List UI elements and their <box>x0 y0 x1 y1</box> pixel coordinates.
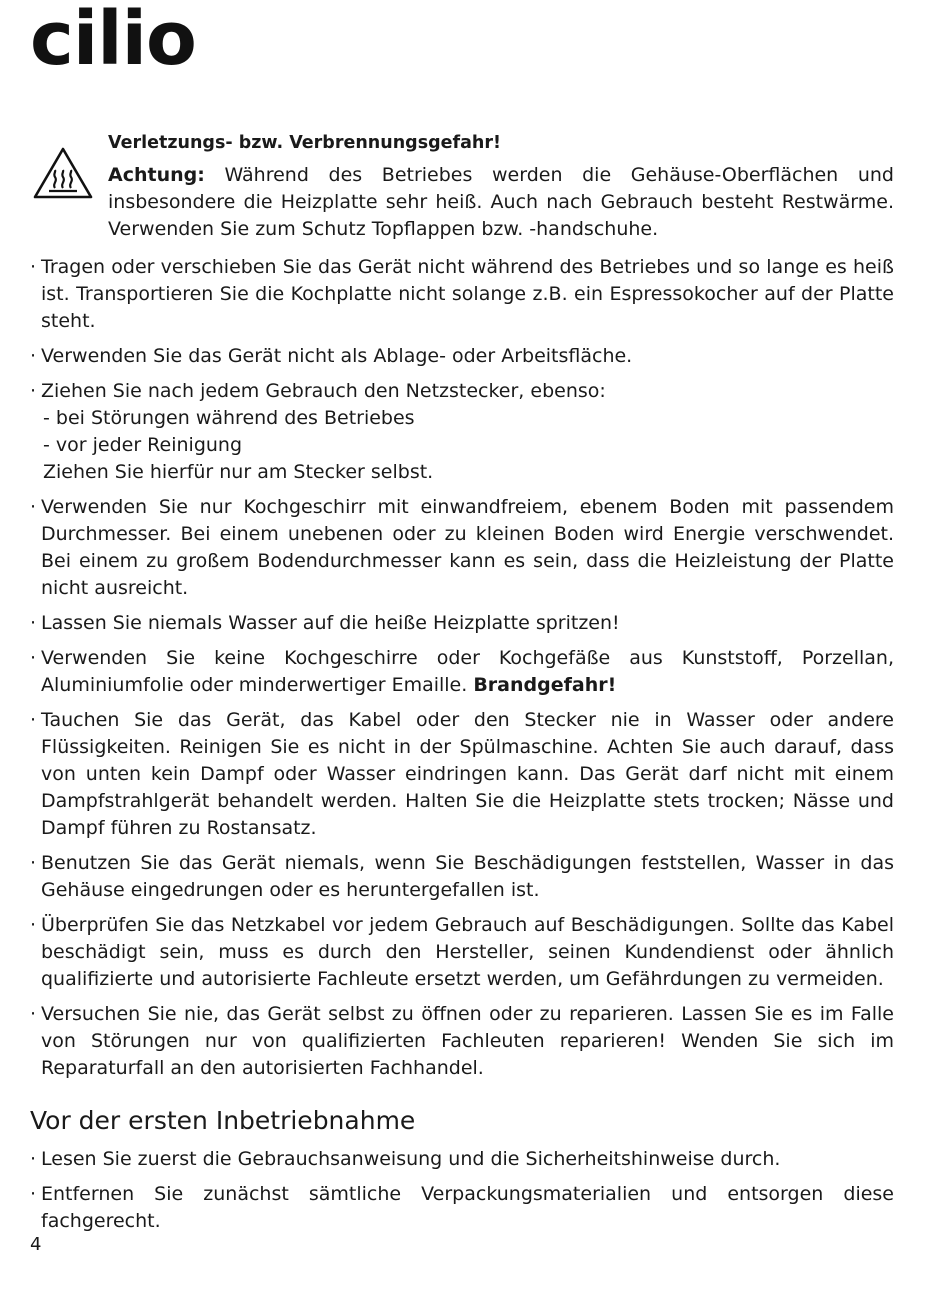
list-item-text: Tauchen Sie das Gerät, das Kabel oder den Stecker nie in Wasser oder andere Flüssigkeiten. Reinigen Sie es nicht in der Spülmaschine. Achten Sie auch darauf, dass von unten kein Dampf oder Wasser eindringen kann. Das Gerät darf nicht mit einem Dampfstrahlgerät behandelt werden. Halten Sie die Heizplatte stets trocken; Nässe und Dampf führen zu Rostansatz. <box>41 709 894 839</box>
warning-lead: Achtung: <box>108 164 205 186</box>
bullet: · <box>30 1148 37 1170</box>
list-item <box>30 1181 894 1235</box>
list-item-text: Lesen Sie zuerst die Gebrauchsanweisung und die Sicherheitshinweise durch. <box>41 1148 781 1170</box>
bullet: · <box>30 852 37 874</box>
list-item-text: Ziehen Sie nach jedem Gebrauch den Netzstecker, ebenso: <box>41 380 606 402</box>
brand-logo: cilio <box>30 0 196 82</box>
list-item-text: Entfernen Sie zunächst sämtliche Verpackungsmaterialien und entsorgen diese fachgerecht. <box>41 1183 894 1232</box>
section-heading: Vor der ersten Inbetriebnahme <box>30 1106 416 1135</box>
warning-block <box>108 130 894 243</box>
list-item <box>30 850 894 904</box>
list-item-text: Verwenden Sie das Gerät nicht als Ablage- oder Arbeitsfläche. <box>41 345 633 367</box>
list-subitem: Ziehen Sie hierfür nur am Stecker selbst. <box>43 461 434 483</box>
list-item-text: Überprüfen Sie das Netzkabel vor jedem Gebrauch auf Beschädigungen. Sollte das Kabel beschädigt sein, muss es durch den Hersteller, seinen Kundendienst oder ähnlich qualifizierte und autorisierte Fachleute ersetzt werden, um Gefährdungen zu vermeiden. <box>41 914 894 990</box>
list-item <box>30 1001 894 1082</box>
warning-text <box>108 162 894 243</box>
list-item <box>30 610 894 637</box>
list-item <box>30 378 894 486</box>
bullet: · <box>30 612 37 634</box>
list-item-text: Versuchen Sie nie, das Gerät selbst zu öffnen oder zu reparieren. Lassen Sie es im Falle von Störungen nur von qualifizierten Fachleuten reparieren! Wenden Sie sich im Reparaturfall an den autorisierten Fachhandel. <box>41 1003 894 1079</box>
list-item-text: Lassen Sie niemals Wasser auf die heiße Heizplatte spritzen! <box>41 612 620 634</box>
bullet: · <box>30 709 37 731</box>
list-item <box>30 912 894 993</box>
list-item-text: Tragen oder verschieben Sie das Gerät nicht während des Betriebes und so lange es heiß ist. Transportieren Sie die Kochplatte nicht solange z.B. ein Espressokocher auf der Platte steht. <box>41 256 894 332</box>
warning-title: Verletzungs- bzw. Verbrennungsgefahr! <box>108 133 501 153</box>
list-item <box>30 343 894 370</box>
setup-list <box>30 1146 894 1243</box>
list-subitem: - vor jeder Reinigung <box>43 434 243 456</box>
bullet: · <box>30 1003 37 1025</box>
bullet: · <box>30 1183 37 1205</box>
bullet: · <box>30 496 37 518</box>
warning-body: Während des Betriebes werden die Gehäuse-Oberflächen und insbesondere die Heizplatte sehr heiß. Auch nach Gebrauch besteht Restwärme. Verwenden Sie zum Schutz Topflappen bzw. -handschuhe. <box>108 164 894 240</box>
safety-list <box>30 254 894 1090</box>
hot-surface-warning-icon <box>32 146 94 200</box>
list-item <box>30 1146 894 1173</box>
list-item <box>30 254 894 335</box>
list-item-text: Verwenden Sie keine Kochgeschirre oder Kochgefäße aus Kunststoff, Porzellan, Aluminiumfolie oder minderwertiger Emaille. <box>41 647 894 696</box>
bullet: · <box>30 345 37 367</box>
list-item-text: Verwenden Sie nur Kochgeschirr mit einwandfreiem, ebenem Boden mit passendem Durchmesser. Bei einem unebenen oder zu kleinen Boden wird Energie verschwendet. Bei einem zu großem Bodendurchmesser kann es sein, dass die Heizleistung der Platte nicht ausreicht. <box>41 496 894 599</box>
page-number: 4 <box>30 1234 42 1255</box>
bullet: · <box>30 914 37 936</box>
bullet: · <box>30 380 37 402</box>
bullet: · <box>30 256 37 278</box>
bullet: · <box>30 647 37 669</box>
list-item-emphasis: Brandgefahr! <box>473 674 617 696</box>
list-item-text: Benutzen Sie das Gerät niemals, wenn Sie Beschädigungen feststellen, Wasser in das Gehäuse eingedrungen oder es heruntergefallen ist. <box>41 852 894 901</box>
list-item <box>30 707 894 842</box>
list-item <box>30 494 894 602</box>
list-item <box>30 645 894 699</box>
list-subitem: - bei Störungen während des Betriebes <box>43 407 415 429</box>
